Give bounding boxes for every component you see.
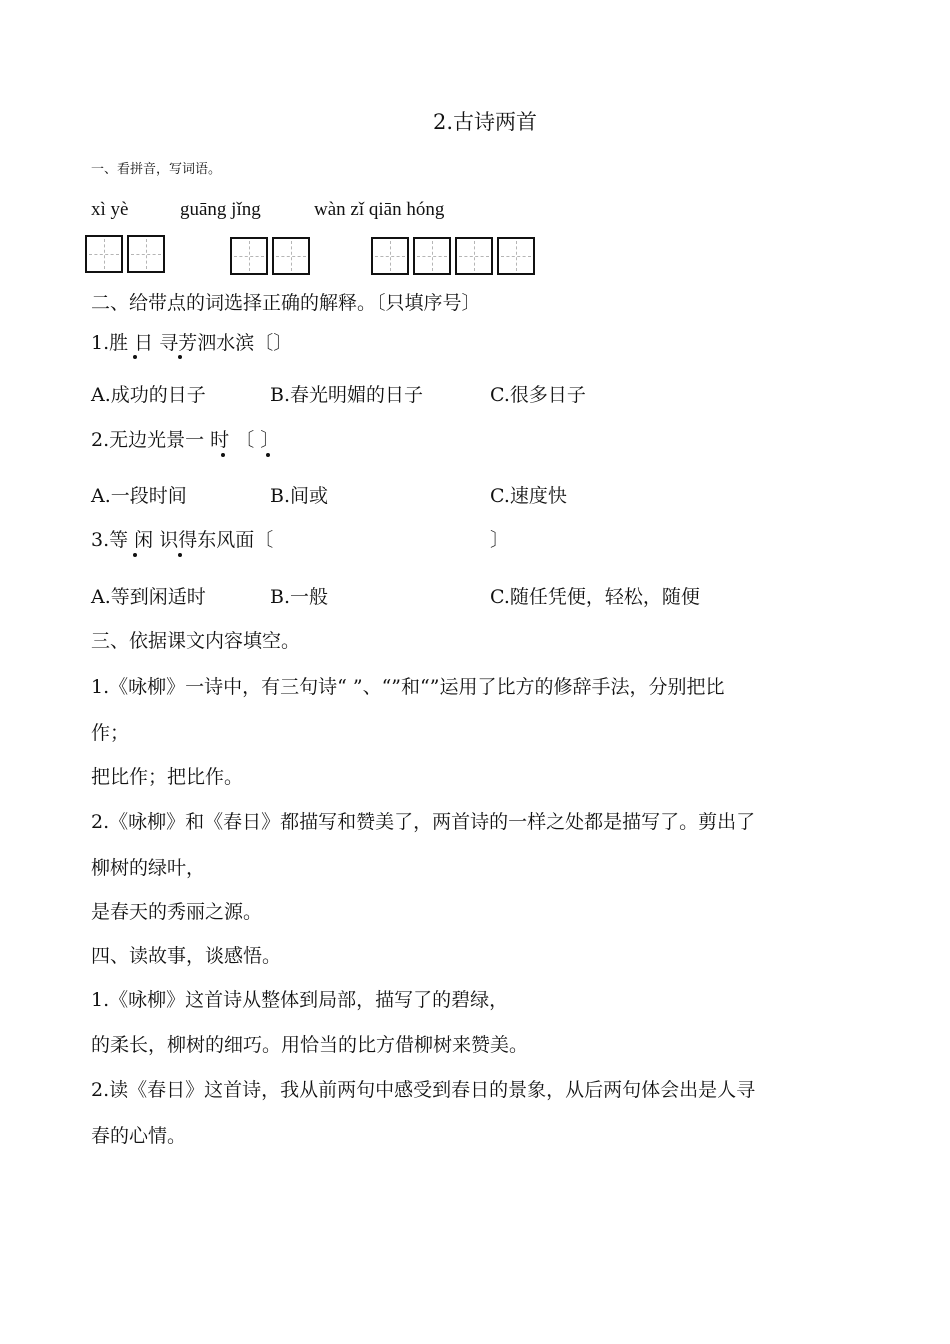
- option-2-3-b: B.一般: [270, 586, 329, 608]
- option-2-3-a: A.等到闲适时: [91, 586, 206, 608]
- pinyin-3: wàn zǐ qiān hóng: [314, 199, 445, 220]
- writing-grid-3: [371, 237, 539, 275]
- section-4-para-2a: 2.读《春日》这首诗，我从前两句中感受到春日的景象，从后两句体会出是人寻: [91, 1079, 756, 1101]
- option-2-1-a: A.成功的日子: [91, 384, 206, 406]
- writing-box[interactable]: [127, 235, 165, 273]
- writing-box[interactable]: [497, 237, 535, 275]
- section-4-para-2b: 春的心情。: [91, 1125, 187, 1147]
- question-2-2: 2.无边光景一 时 〔 〕: [91, 429, 280, 451]
- writing-box[interactable]: [371, 237, 409, 275]
- section-3-para-1c: 把比作；把比作。: [91, 766, 244, 788]
- emphasis-dot: [133, 355, 137, 359]
- page-title: 2.古诗两首: [432, 110, 538, 134]
- option-2-1-c: C.很多日子: [490, 384, 586, 406]
- section-4-heading: 四、读故事，谈感悟。: [91, 945, 282, 967]
- writing-grid-2: [230, 237, 314, 275]
- section-4-para-1b: 的柔长，柳树的细巧。用恰当的比方借柳树来赞美。: [91, 1034, 529, 1056]
- writing-box[interactable]: [230, 237, 268, 275]
- section-3-para-2c: 是春天的秀丽之源。: [91, 901, 263, 923]
- emphasis-dot: [178, 553, 182, 557]
- section-3-para-2b: 柳树的绿叶，: [91, 857, 206, 879]
- option-2-2-a: A.一段时间: [91, 485, 187, 507]
- writing-box[interactable]: [85, 235, 123, 273]
- option-2-2-b: B.间或: [270, 485, 329, 507]
- writing-box[interactable]: [272, 237, 310, 275]
- question-2-3: 3.等 闲 识得东风面〔: [91, 529, 274, 551]
- section-3-para-1b: 作；: [91, 722, 130, 744]
- section-2-heading: 二、给带点的词选择正确的解释。〔只填序号〕: [91, 292, 481, 314]
- emphasis-dot: [133, 553, 137, 557]
- section-3-para-1a: 1.《咏柳》一诗中，有三句诗“ ”、“”和“”运用了比方的修辞手法，分别把比: [91, 676, 725, 698]
- option-2-3-c: C.随任凭便，轻松，随便: [490, 586, 700, 608]
- section-3-para-2a: 2.《咏柳》和《春日》都描写和赞美了，两首诗的一样之处都是描写了。剪出了: [91, 811, 756, 833]
- pinyin-2: guāng jǐng: [180, 199, 261, 220]
- writing-box[interactable]: [455, 237, 493, 275]
- question-2-1: 1.胜 日 寻芳泗水滨〔〕: [91, 332, 293, 354]
- option-2-1-b: B.春光明媚的日子: [270, 384, 424, 406]
- question-2-3-close: 〕: [490, 529, 510, 551]
- emphasis-dot: [266, 453, 270, 457]
- emphasis-dot: [221, 453, 225, 457]
- section-3-heading: 三、依据课文内容填空。: [91, 630, 301, 652]
- writing-box[interactable]: [413, 237, 451, 275]
- pinyin-1: xì yè: [91, 199, 129, 220]
- section-1-heading: 一、看拼音，写词语。: [91, 162, 222, 177]
- writing-grid-1: [85, 235, 169, 273]
- section-4-para-1a: 1.《咏柳》这首诗从整体到局部，描写了的碧绿，: [91, 989, 509, 1011]
- emphasis-dot: [178, 355, 182, 359]
- option-2-2-c: C.速度快: [490, 485, 567, 507]
